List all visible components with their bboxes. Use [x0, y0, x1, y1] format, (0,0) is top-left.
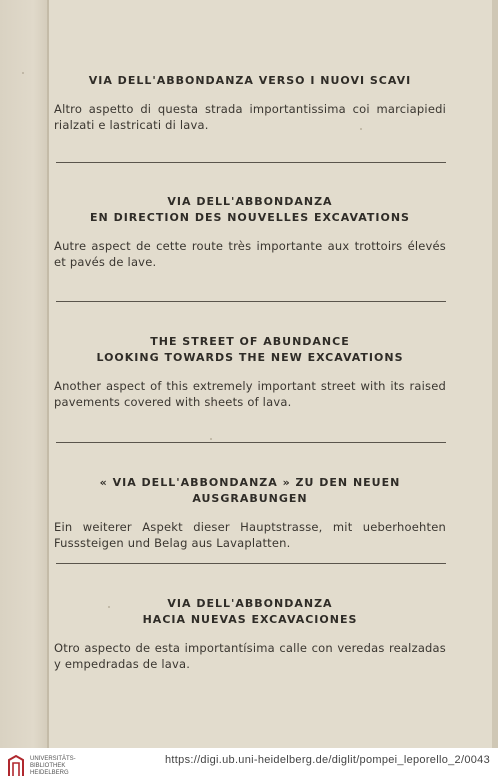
- viewer-footer: [0, 748, 498, 784]
- section-italian: [54, 73, 446, 133]
- section-spanish: [54, 596, 446, 672]
- heading-line: VIA DELL'ABBONDANZA: [167, 195, 333, 208]
- section-german: [54, 475, 446, 551]
- library-logo-icon[interactable]: [6, 754, 26, 778]
- divider-rule: [56, 563, 446, 564]
- section-heading: [54, 334, 446, 366]
- page-right-edge: [492, 0, 498, 748]
- page-left-margin: [0, 0, 48, 748]
- heading-line: VIA DELL'ABBONDANZA VERSO I NUOVI SCAVI: [88, 74, 412, 87]
- heading-line: « VIA DELL'ABBONDANZA » ZU DEN NEUEN AUSGRABUNGEN: [99, 476, 401, 505]
- heading-line: THE STREET OF ABUNDANCE: [150, 335, 350, 348]
- library-name-line: HEIDELBERG: [30, 770, 69, 776]
- document-url-link[interactable]: https://digi.ub.uni-heidelberg.de/diglit/pompei_leporello_2/0043: [165, 754, 490, 766]
- divider-rule: [56, 162, 446, 163]
- heading-line: EN DIRECTION DES NOUVELLES EXCAVATIONS: [90, 211, 410, 224]
- heading-line: VIA DELL'ABBONDANZA: [167, 597, 333, 610]
- library-name: [30, 756, 76, 777]
- library-name-line: UNIVERSITÄTS-: [30, 756, 76, 762]
- section-body: Autre aspect de cette route très importante aux trottoirs élevés et pavés de lave.: [54, 239, 446, 269]
- divider-rule: [56, 301, 446, 302]
- section-french: [54, 194, 446, 270]
- heading-line: LOOKING TOWARDS THE NEW EXCAVATIONS: [96, 351, 404, 364]
- paper-speck: [210, 438, 212, 440]
- heading-line: HACIA NUEVAS EXCAVACIONES: [142, 613, 358, 626]
- section-body: Otro aspecto de esta importantísima calle con veredas realzadas y empedradas de lava.: [54, 641, 446, 671]
- divider-rule: [56, 442, 446, 443]
- section-heading: [54, 596, 446, 628]
- section-heading: [54, 73, 446, 89]
- paper-speck: [22, 72, 24, 74]
- library-name-line: BIBLIOTHEK: [30, 763, 66, 769]
- section-body: Ein weiterer Aspekt dieser Hauptstrasse, mit ueberhoehten Fusssteigen und Belag aus Lavaplatten.: [54, 520, 446, 550]
- section-heading: [54, 194, 446, 226]
- section-english: [54, 334, 446, 410]
- section-body: Altro aspetto di questa strada importantissima coi marciapiedi rialzati e lastricati di lava.: [54, 102, 446, 132]
- section-heading: [54, 475, 446, 507]
- page-fold-line: [47, 0, 49, 748]
- section-body: Another aspect of this extremely important street with its raised pavements covered with sheets of lava.: [54, 379, 446, 409]
